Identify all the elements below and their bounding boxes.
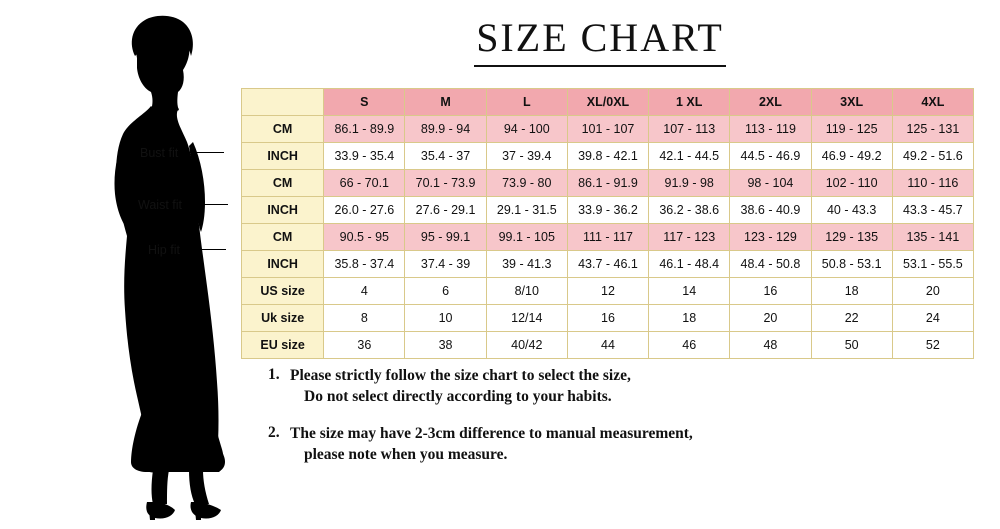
cell-hip-inch-1xl: 46.1 - 48.4	[649, 251, 730, 278]
callout-waist-leader-line	[182, 204, 228, 205]
note-1-line-1: Please strictly follow the size chart to select the size,	[290, 367, 631, 384]
callout-bust-label: Bust fit	[140, 146, 179, 160]
cell-us-s: 4	[324, 278, 405, 305]
note-item-1	[268, 366, 968, 408]
cell-hip-cm-4xl: 135 - 141	[892, 224, 973, 251]
cell-us-3xl: 18	[811, 278, 892, 305]
column-header-4xl: 4XL	[892, 89, 973, 116]
cell-hip-inch-3xl: 50.8 - 53.1	[811, 251, 892, 278]
cell-bust-cm-2xl: 113 - 119	[730, 116, 811, 143]
cell-waist-inch-l: 29.1 - 31.5	[486, 197, 567, 224]
cell-bust-cm-xl: 101 - 107	[567, 116, 648, 143]
cell-eu-4xl: 52	[892, 332, 973, 359]
row-label-bust-cm: CM	[242, 116, 324, 143]
page-title-text: SIZE CHART	[476, 15, 724, 60]
woman-silhouette-illustration	[85, 10, 245, 520]
cell-hip-inch-m: 37.4 - 39	[405, 251, 486, 278]
cell-bust-inch-s: 33.9 - 35.4	[324, 143, 405, 170]
cell-waist-cm-xl: 86.1 - 91.9	[567, 170, 648, 197]
row-label-waist-inch: INCH	[242, 197, 324, 224]
cell-us-1xl: 14	[649, 278, 730, 305]
cell-us-4xl: 20	[892, 278, 973, 305]
cell-uk-2xl: 20	[730, 305, 811, 332]
row-label-us-size: US size	[242, 278, 324, 305]
row-label-waist-cm: CM	[242, 170, 324, 197]
cell-uk-m: 10	[405, 305, 486, 332]
cell-eu-m: 38	[405, 332, 486, 359]
note-1-body	[290, 366, 631, 408]
cell-hip-inch-l: 39 - 41.3	[486, 251, 567, 278]
cell-waist-inch-1xl: 36.2 - 38.6	[649, 197, 730, 224]
row-label-hip-inch: INCH	[242, 251, 324, 278]
callout-waist-fit	[138, 198, 228, 214]
table-row	[242, 251, 974, 278]
column-header-m: M	[405, 89, 486, 116]
cell-bust-inch-m: 35.4 - 37	[405, 143, 486, 170]
cell-hip-cm-3xl: 129 - 135	[811, 224, 892, 251]
cell-waist-cm-4xl: 110 - 116	[892, 170, 973, 197]
table-row	[242, 224, 974, 251]
cell-us-m: 6	[405, 278, 486, 305]
row-label-uk-size: Uk size	[242, 305, 324, 332]
title-underline	[474, 65, 726, 67]
row-label-hip-cm: CM	[242, 224, 324, 251]
cell-hip-inch-xl: 43.7 - 46.1	[567, 251, 648, 278]
cell-waist-inch-3xl: 40 - 43.3	[811, 197, 892, 224]
table-row	[242, 278, 974, 305]
column-header-2xl: 2XL	[730, 89, 811, 116]
table-header-row	[242, 89, 974, 116]
table-row	[242, 116, 974, 143]
table-row	[242, 143, 974, 170]
column-header-l: L	[486, 89, 567, 116]
cell-bust-cm-m: 89.9 - 94	[405, 116, 486, 143]
cell-uk-s: 8	[324, 305, 405, 332]
column-header-3xl: 3XL	[811, 89, 892, 116]
table-row	[242, 305, 974, 332]
note-2-line-1: The size may have 2-3cm difference to manual measurement,	[290, 424, 693, 442]
cell-eu-s: 36	[324, 332, 405, 359]
column-header-xl-0xl: XL/0XL	[567, 89, 648, 116]
cell-waist-inch-4xl: 43.3 - 45.7	[892, 197, 973, 224]
cell-waist-inch-2xl: 38.6 - 40.9	[730, 197, 811, 224]
note-1-number: 1.	[268, 366, 280, 383]
callout-bust-leader-line	[178, 152, 224, 153]
cell-bust-cm-4xl: 125 - 131	[892, 116, 973, 143]
cell-eu-2xl: 48	[730, 332, 811, 359]
cell-eu-1xl: 46	[649, 332, 730, 359]
cell-uk-1xl: 18	[649, 305, 730, 332]
note-2-body	[290, 424, 693, 466]
cell-waist-cm-s: 66 - 70.1	[324, 170, 405, 197]
page-title	[240, 14, 960, 67]
callout-hip-label: Hip fit	[148, 243, 180, 257]
cell-eu-xl: 44	[567, 332, 648, 359]
cell-hip-inch-s: 35.8 - 37.4	[324, 251, 405, 278]
cell-hip-cm-1xl: 117 - 123	[649, 224, 730, 251]
cell-us-l: 8/10	[486, 278, 567, 305]
note-item-2	[268, 424, 968, 466]
cell-hip-cm-s: 90.5 - 95	[324, 224, 405, 251]
callout-bust-fit	[140, 146, 224, 162]
cell-bust-cm-l: 94 - 100	[486, 116, 567, 143]
cell-us-xl: 12	[567, 278, 648, 305]
cell-waist-cm-2xl: 98 - 104	[730, 170, 811, 197]
notes-section	[268, 366, 968, 482]
cell-hip-cm-m: 95 - 99.1	[405, 224, 486, 251]
callout-hip-fit	[148, 243, 226, 259]
cell-hip-inch-4xl: 53.1 - 55.5	[892, 251, 973, 278]
callout-hip-leader-line	[180, 249, 226, 250]
cell-waist-cm-m: 70.1 - 73.9	[405, 170, 486, 197]
note-1-line-2: Do not select directly according to your habits.	[304, 387, 612, 405]
cell-eu-l: 40/42	[486, 332, 567, 359]
cell-bust-inch-3xl: 46.9 - 49.2	[811, 143, 892, 170]
column-header-1xl: 1 XL	[649, 89, 730, 116]
cell-us-2xl: 16	[730, 278, 811, 305]
cell-eu-3xl: 50	[811, 332, 892, 359]
cell-bust-inch-l: 37 - 39.4	[486, 143, 567, 170]
table-corner-cell	[242, 89, 324, 116]
cell-bust-cm-s: 86.1 - 89.9	[324, 116, 405, 143]
cell-waist-cm-3xl: 102 - 110	[811, 170, 892, 197]
cell-hip-cm-2xl: 123 - 129	[730, 224, 811, 251]
cell-uk-3xl: 22	[811, 305, 892, 332]
cell-uk-xl: 16	[567, 305, 648, 332]
cell-uk-l: 12/14	[486, 305, 567, 332]
cell-bust-inch-2xl: 44.5 - 46.9	[730, 143, 811, 170]
cell-bust-cm-3xl: 119 - 125	[811, 116, 892, 143]
cell-bust-inch-1xl: 42.1 - 44.5	[649, 143, 730, 170]
cell-waist-inch-xl: 33.9 - 36.2	[567, 197, 648, 224]
row-label-bust-inch: INCH	[242, 143, 324, 170]
cell-hip-inch-2xl: 48.4 - 50.8	[730, 251, 811, 278]
cell-bust-inch-xl: 39.8 - 42.1	[567, 143, 648, 170]
size-chart-table	[241, 88, 974, 359]
table-row	[242, 170, 974, 197]
column-header-s: S	[324, 89, 405, 116]
cell-hip-cm-l: 99.1 - 105	[486, 224, 567, 251]
size-chart-table-container	[241, 88, 974, 359]
note-2-line-2: please note when you measure.	[304, 445, 508, 463]
cell-bust-cm-1xl: 107 - 113	[649, 116, 730, 143]
table-row	[242, 332, 974, 359]
cell-bust-inch-4xl: 49.2 - 51.6	[892, 143, 973, 170]
callout-waist-label: Waist fit	[138, 198, 182, 212]
cell-waist-inch-m: 27.6 - 29.1	[405, 197, 486, 224]
note-2-number: 2.	[268, 423, 280, 441]
cell-waist-cm-1xl: 91.9 - 98	[649, 170, 730, 197]
row-label-eu-size: EU size	[242, 332, 324, 359]
table-row	[242, 197, 974, 224]
cell-hip-cm-xl: 111 - 117	[567, 224, 648, 251]
cell-uk-4xl: 24	[892, 305, 973, 332]
cell-waist-cm-l: 73.9 - 80	[486, 170, 567, 197]
cell-waist-inch-s: 26.0 - 27.6	[324, 197, 405, 224]
